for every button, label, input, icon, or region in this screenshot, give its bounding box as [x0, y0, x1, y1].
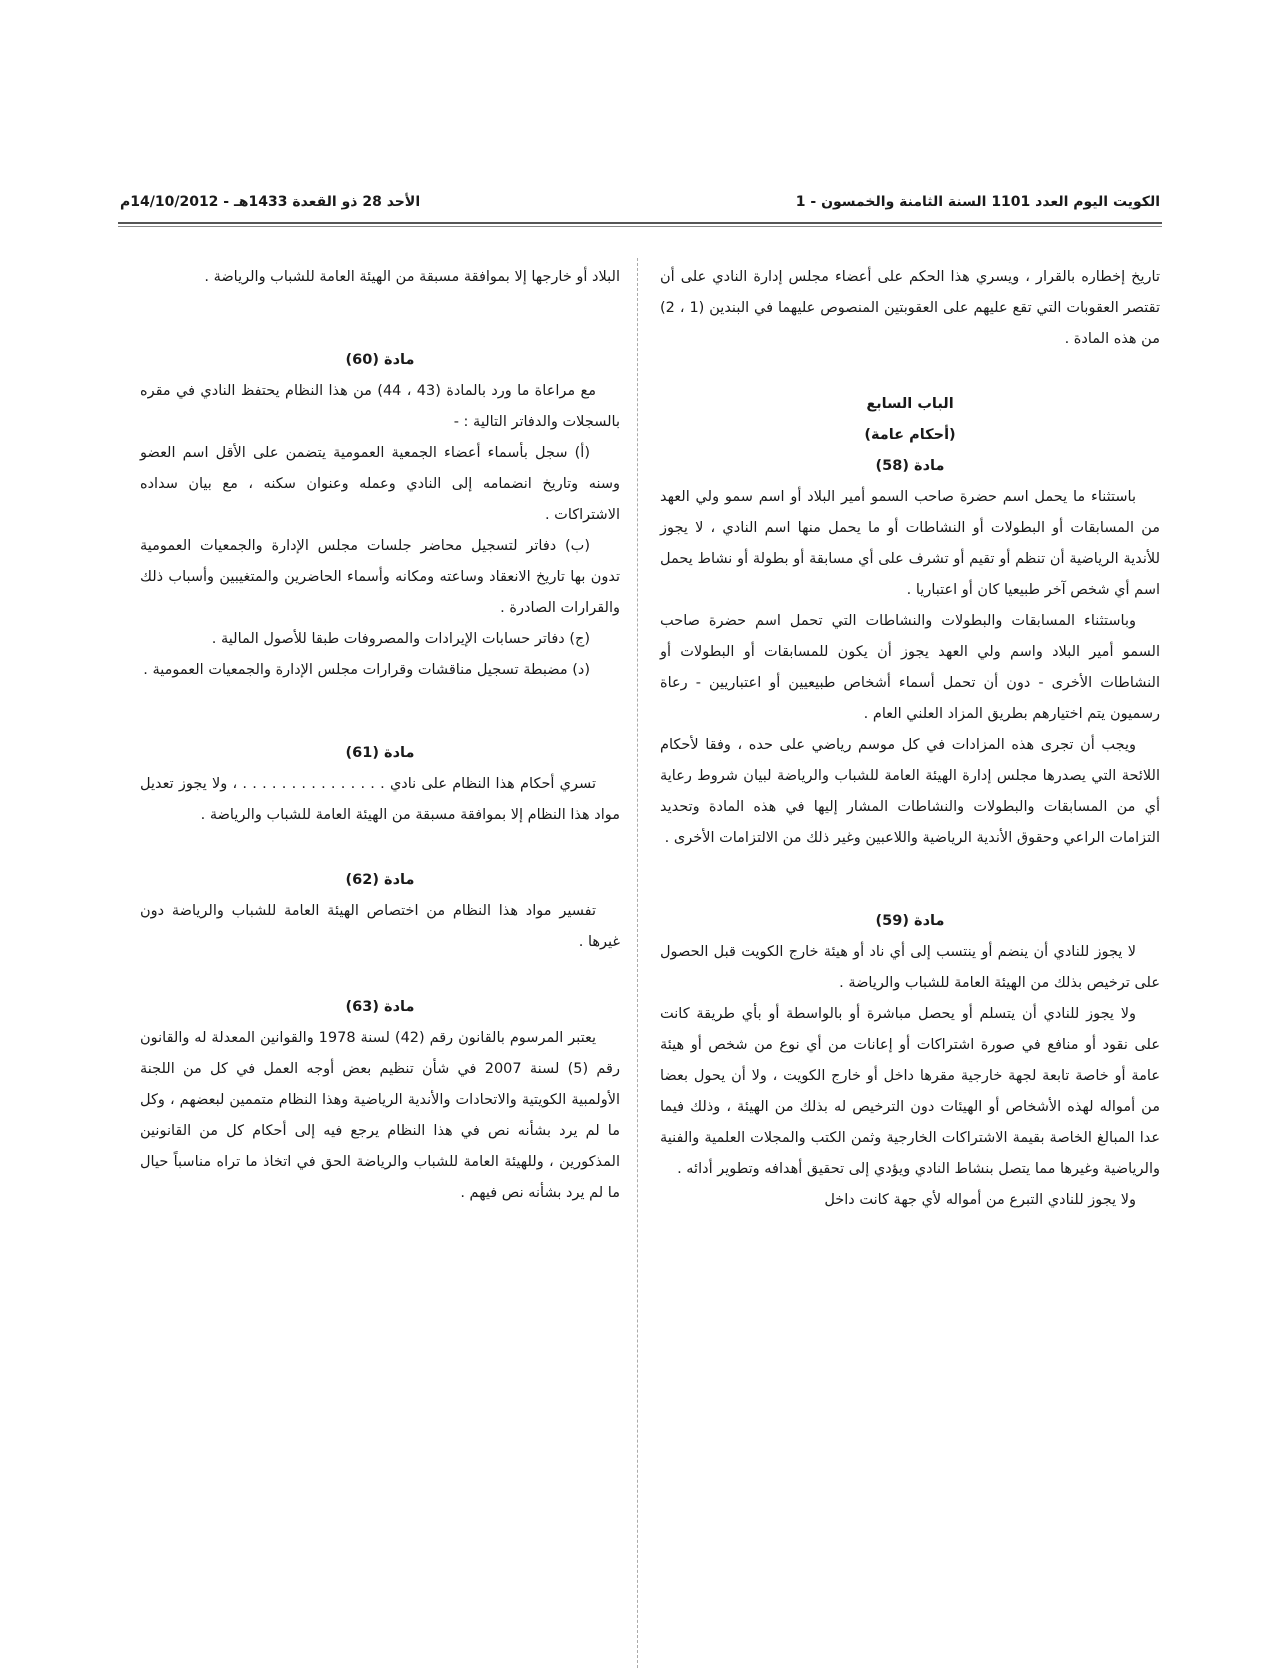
list-item: (د) مضبطة تسجيل مناقشات وقرارات مجلس الإدارة والجمعيات العمومية .: [143, 662, 590, 678]
page-header: [120, 186, 1160, 216]
paragraph: البلاد أو خارجها إلا بموافقة مسبقة من الهيئة العامة للشباب والرياضة .: [204, 269, 620, 285]
paragraph: ويجب أن تجرى هذه المزادات في كل موسم رياضي على حده ، وفقا لأحكام اللائحة التي يصدرها مجلس إدارة الهيئة العامة للشباب والرياضة لبيان شروط رعاية أي من المسابقات والبطولات والنشاطات المشار إليها في هذه المادة وتحديد التزامات الراعي وحقوق الأندية الرياضية واللاعبين وغير ذلك من الالتزامات الأخرى .: [660, 737, 1160, 846]
paragraph: لا يجوز للنادي أن ينضم أو ينتسب إلى أي ناد أو هيئة خارج الكويت قبل الحصول على ترخيص بذلك من الهيئة العامة للشباب والرياضة .: [660, 944, 1160, 991]
column-divider: [637, 258, 638, 1668]
header-date: الأحد 28 ذو القعدة 1433هـ - 14/10/2012م: [120, 194, 421, 210]
paragraph: وباستثناء المسابقات والبطولات والنشاطات التي تحمل اسم حضرة صاحب السمو أمير البلاد واسم ولي العهد يجوز أن يكون للمسابقات أو البطولات أو النشاطات الأخرى - دون أن تحمل أسماء أشخاص طبيعيين أو اعتباريين - رعاة رسميون يتم اختيارهم بطريق المزاد العلني العام .: [660, 613, 1160, 722]
list-item: (ب) دفاتر لتسجيل محاضر جلسات مجلس الإدارة والجمعيات العمومية تدون بها تاريخ الانعقاد وساعته ومكانه وأسماء الحاضرين والمتغيبين وأسباب ذلك والقرارات الصادرة .: [140, 538, 620, 616]
left-column: [140, 262, 620, 1209]
paragraph: تاريخ إخطاره بالقرار ، ويسري هذا الحكم على أعضاء مجلس إدارة النادي على أن تقتصر العقوبات التي تقع عليهم على العقوبتين المنصوص عليهما في البندين (1 ، 2) من هذه المادة .: [660, 269, 1160, 347]
header-rule: [118, 222, 1162, 224]
article-title: مادة (61): [345, 745, 415, 761]
article-title: مادة (60): [345, 352, 415, 368]
section-subtitle: (أحكام عامة): [864, 427, 956, 443]
article-title: مادة (58): [875, 458, 945, 474]
paragraph: يعتبر المرسوم بالقانون رقم (42) لسنة 1978 والقوانين المعدلة له والقانون رقم (5) لسنة 2007 في شأن تنظيم بعض أوجه العمل في كل من اللجنة الأولمبية الكويتية والاتحادات والأندية الرياضية وهذا النظام متممين لبعضهم ، وكل ما لم يرد بشأنه نص في هذا النظام يرجع فيه إلى أحكام كل من القانونين المذكورين ، وللهيئة العامة للشباب والرياضة الحق في اتخاذ ما تراه مناسباً حيال ما لم يرد بشأنه نص فيهم .: [140, 1030, 620, 1201]
header-publication: الكويت اليوم العدد 1101 السنة الثامنة والخمسون - 1: [795, 194, 1160, 210]
article-title: مادة (62): [345, 872, 415, 888]
paragraph: ولا يجوز للنادي أن يتسلم أو يحصل مباشرة أو بالواسطة أو بأي طريقة كانت على نقود أو منافع في صورة اشتراكات أو إعانات من أي نوع من شخص أو هيئة عامة أو خاصة تابعة لجهة خارجية مقرها داخل أو خارج الكويت ، ولا أن يحول بعضا من أمواله لهذه الأشخاص أو الهيئات دون الترخيص له بذلك من الهيئة ، وذلك فيما عدا المبالغ الخاصة بقيمة الاشتراكات الخارجية وثمن الكتب والمجلات العلمية والفنية والرياضية وغيرها مما يتصل بنشاط النادي ويؤدي إلى تحقيق أهدافه وتطوير أدائه .: [660, 1006, 1160, 1177]
header-rule-thin: [118, 226, 1162, 227]
paragraph: ولا يجوز للنادي التبرع من أمواله لأي جهة كانت داخل: [824, 1192, 1136, 1208]
paragraph: باستثناء ما يحمل اسم حضرة صاحب السمو أمير البلاد أو اسم سمو ولي العهد من المسابقات أو البطولات أو النشاطات أو ما يحمل منها اسم النادي ، لا يجوز للأندية الرياضية أن تنظم أو تقيم أو تشرف على أي مسابقة أو بطولة أو نشاط يحمل اسم أي شخص آخر طبيعيا كان أو اعتباريا .: [660, 489, 1160, 598]
list-item: (ج) دفاتر حسابات الإيرادات والمصروفات طبقا للأصول المالية .: [211, 631, 590, 647]
section-title: الباب السابع: [866, 396, 954, 412]
article-title: مادة (63): [345, 999, 415, 1015]
article-title: مادة (59): [875, 913, 945, 929]
paragraph: تفسير مواد هذا النظام من اختصاص الهيئة العامة للشباب والرياضة دون غيرها .: [140, 903, 620, 950]
paragraph: تسري أحكام هذا النظام على نادي . . . . . . . . . . . . . . . ، ولا يجوز تعديل مواد هذا النظام إلا بموافقة مسبقة من الهيئة العامة للشباب والرياضة .: [140, 776, 620, 823]
list-item: (أ) سجل بأسماء أعضاء الجمعية العمومية يتضمن على الأقل اسم العضو وسنه وتاريخ انضمامه إلى النادي وعمله وعنوان سكنه ، مع بيان سداده الاشتراكات .: [140, 445, 620, 523]
paragraph: مع مراعاة ما ورد بالمادة (43 ، 44) من هذا النظام يحتفظ النادي في مقره بالسجلات والدفاتر التالية : -: [140, 383, 620, 430]
right-column: [660, 262, 1160, 1216]
